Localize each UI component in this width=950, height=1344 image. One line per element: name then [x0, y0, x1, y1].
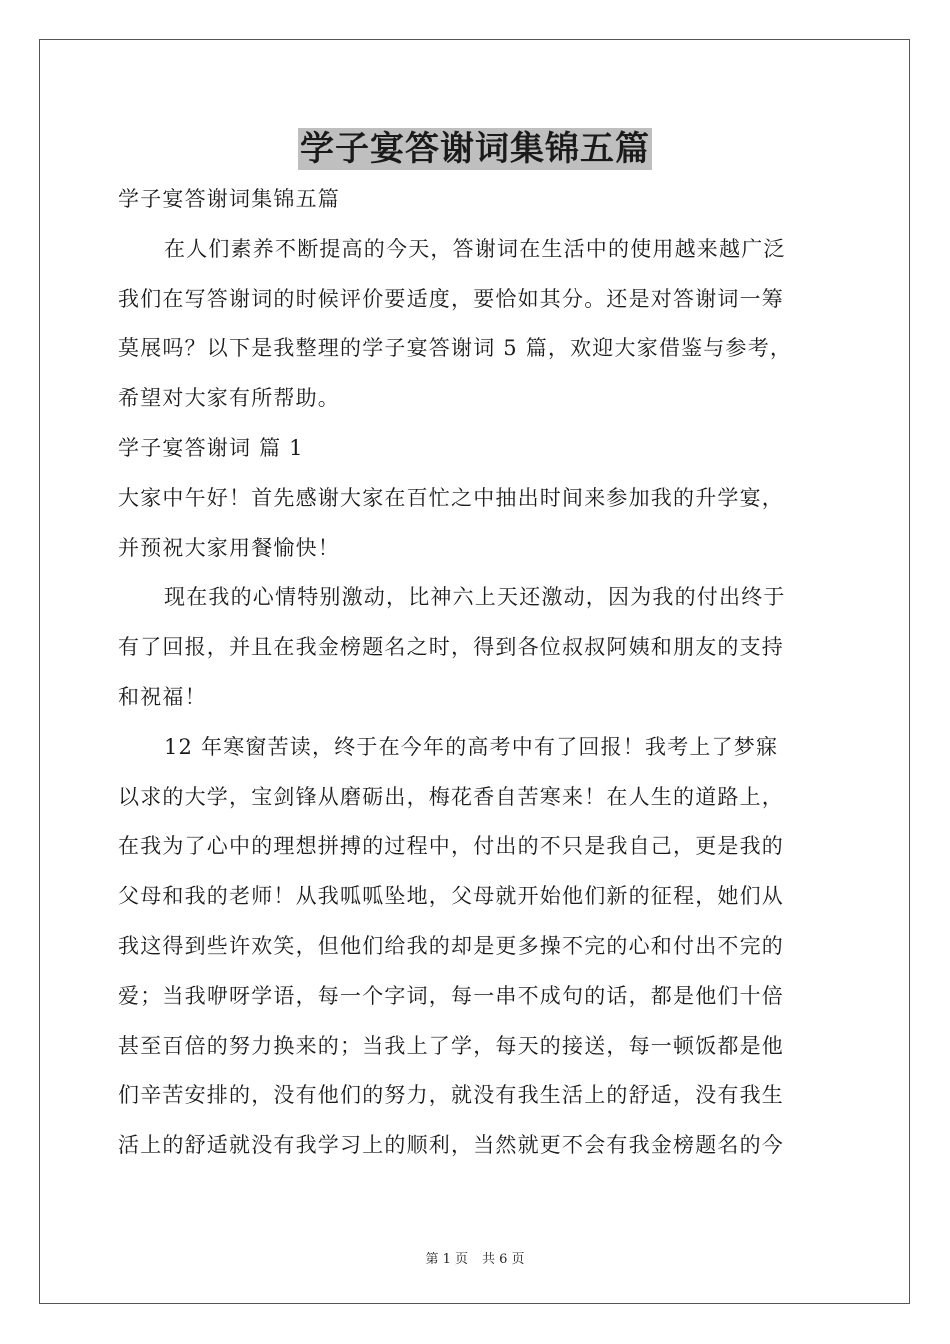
page-footer	[0, 1248, 950, 1267]
text-line: 希望对大家有所帮助。	[118, 386, 340, 411]
page-number: 第 1 页	[425, 1252, 468, 1267]
text-line: 们辛苦安排的，没有他们的努力，就没有我生活上的舒适，没有我生	[118, 1083, 784, 1108]
text-line: 爱；当我咿呀学语，每一个字词，每一串不成句的话，都是他们十倍	[118, 983, 784, 1008]
text-line: 我这得到些许欢笑，但他们给我的却是更多操不完的心和付出不完的	[118, 933, 784, 958]
text-line: 在我为了心中的理想拼搏的过程中，付出的不只是我自己，更是我的	[118, 834, 784, 859]
text-line: 12 年寒窗苦读，终于在今年的高考中有了回报！我考上了梦寐	[164, 734, 779, 759]
text-line: 大家中午好！首先感谢大家在百忙之中抽出时间来参加我的升学宴，	[118, 485, 784, 510]
text-line: 学子宴答谢词 篇 1	[118, 435, 304, 460]
text-line: 我们在写答谢词的时候评价要适度，要恰如其分。还是对答谢词一筹	[118, 286, 784, 311]
text-line: 在人们素养不断提高的今天，答谢词在生活中的使用越来越广泛	[164, 236, 786, 261]
text-line: 有了回报，并且在我金榜题名之时，得到各位叔叔阿姨和朋友的支持	[118, 635, 784, 660]
document-body	[118, 179, 834, 1175]
text-line: 父母和我的老师！从我呱呱坠地，父母就开始他们新的征程，她们从	[118, 884, 784, 909]
document-title: 学子宴答谢词集锦五篇	[300, 129, 650, 169]
page-total: 共 6 页	[482, 1252, 525, 1267]
text-line: 甚至百倍的努力换来的；当我上了学，每天的接送，每一顿饭都是他	[118, 1033, 784, 1058]
text-line: 和祝福！	[118, 684, 207, 709]
title-container	[0, 128, 950, 170]
text-line: 学子宴答谢词集锦五篇	[118, 187, 340, 211]
text-line: 并预祝大家用餐愉快！	[118, 535, 340, 560]
text-line: 活上的舒适就没有我学习上的顺利，当然就更不会有我金榜题名的今	[118, 1133, 784, 1158]
text-line: 莫展吗？以下是我整理的学子宴答谢词 5 篇，欢迎大家借鉴与参考，	[118, 336, 793, 361]
text-line: 现在我的心情特别激动，比神六上天还激动，因为我的付出终于	[164, 585, 786, 610]
text-line: 以求的大学，宝剑锋从磨砺出，梅花香自苦寒来！在人生的道路上，	[118, 784, 784, 809]
